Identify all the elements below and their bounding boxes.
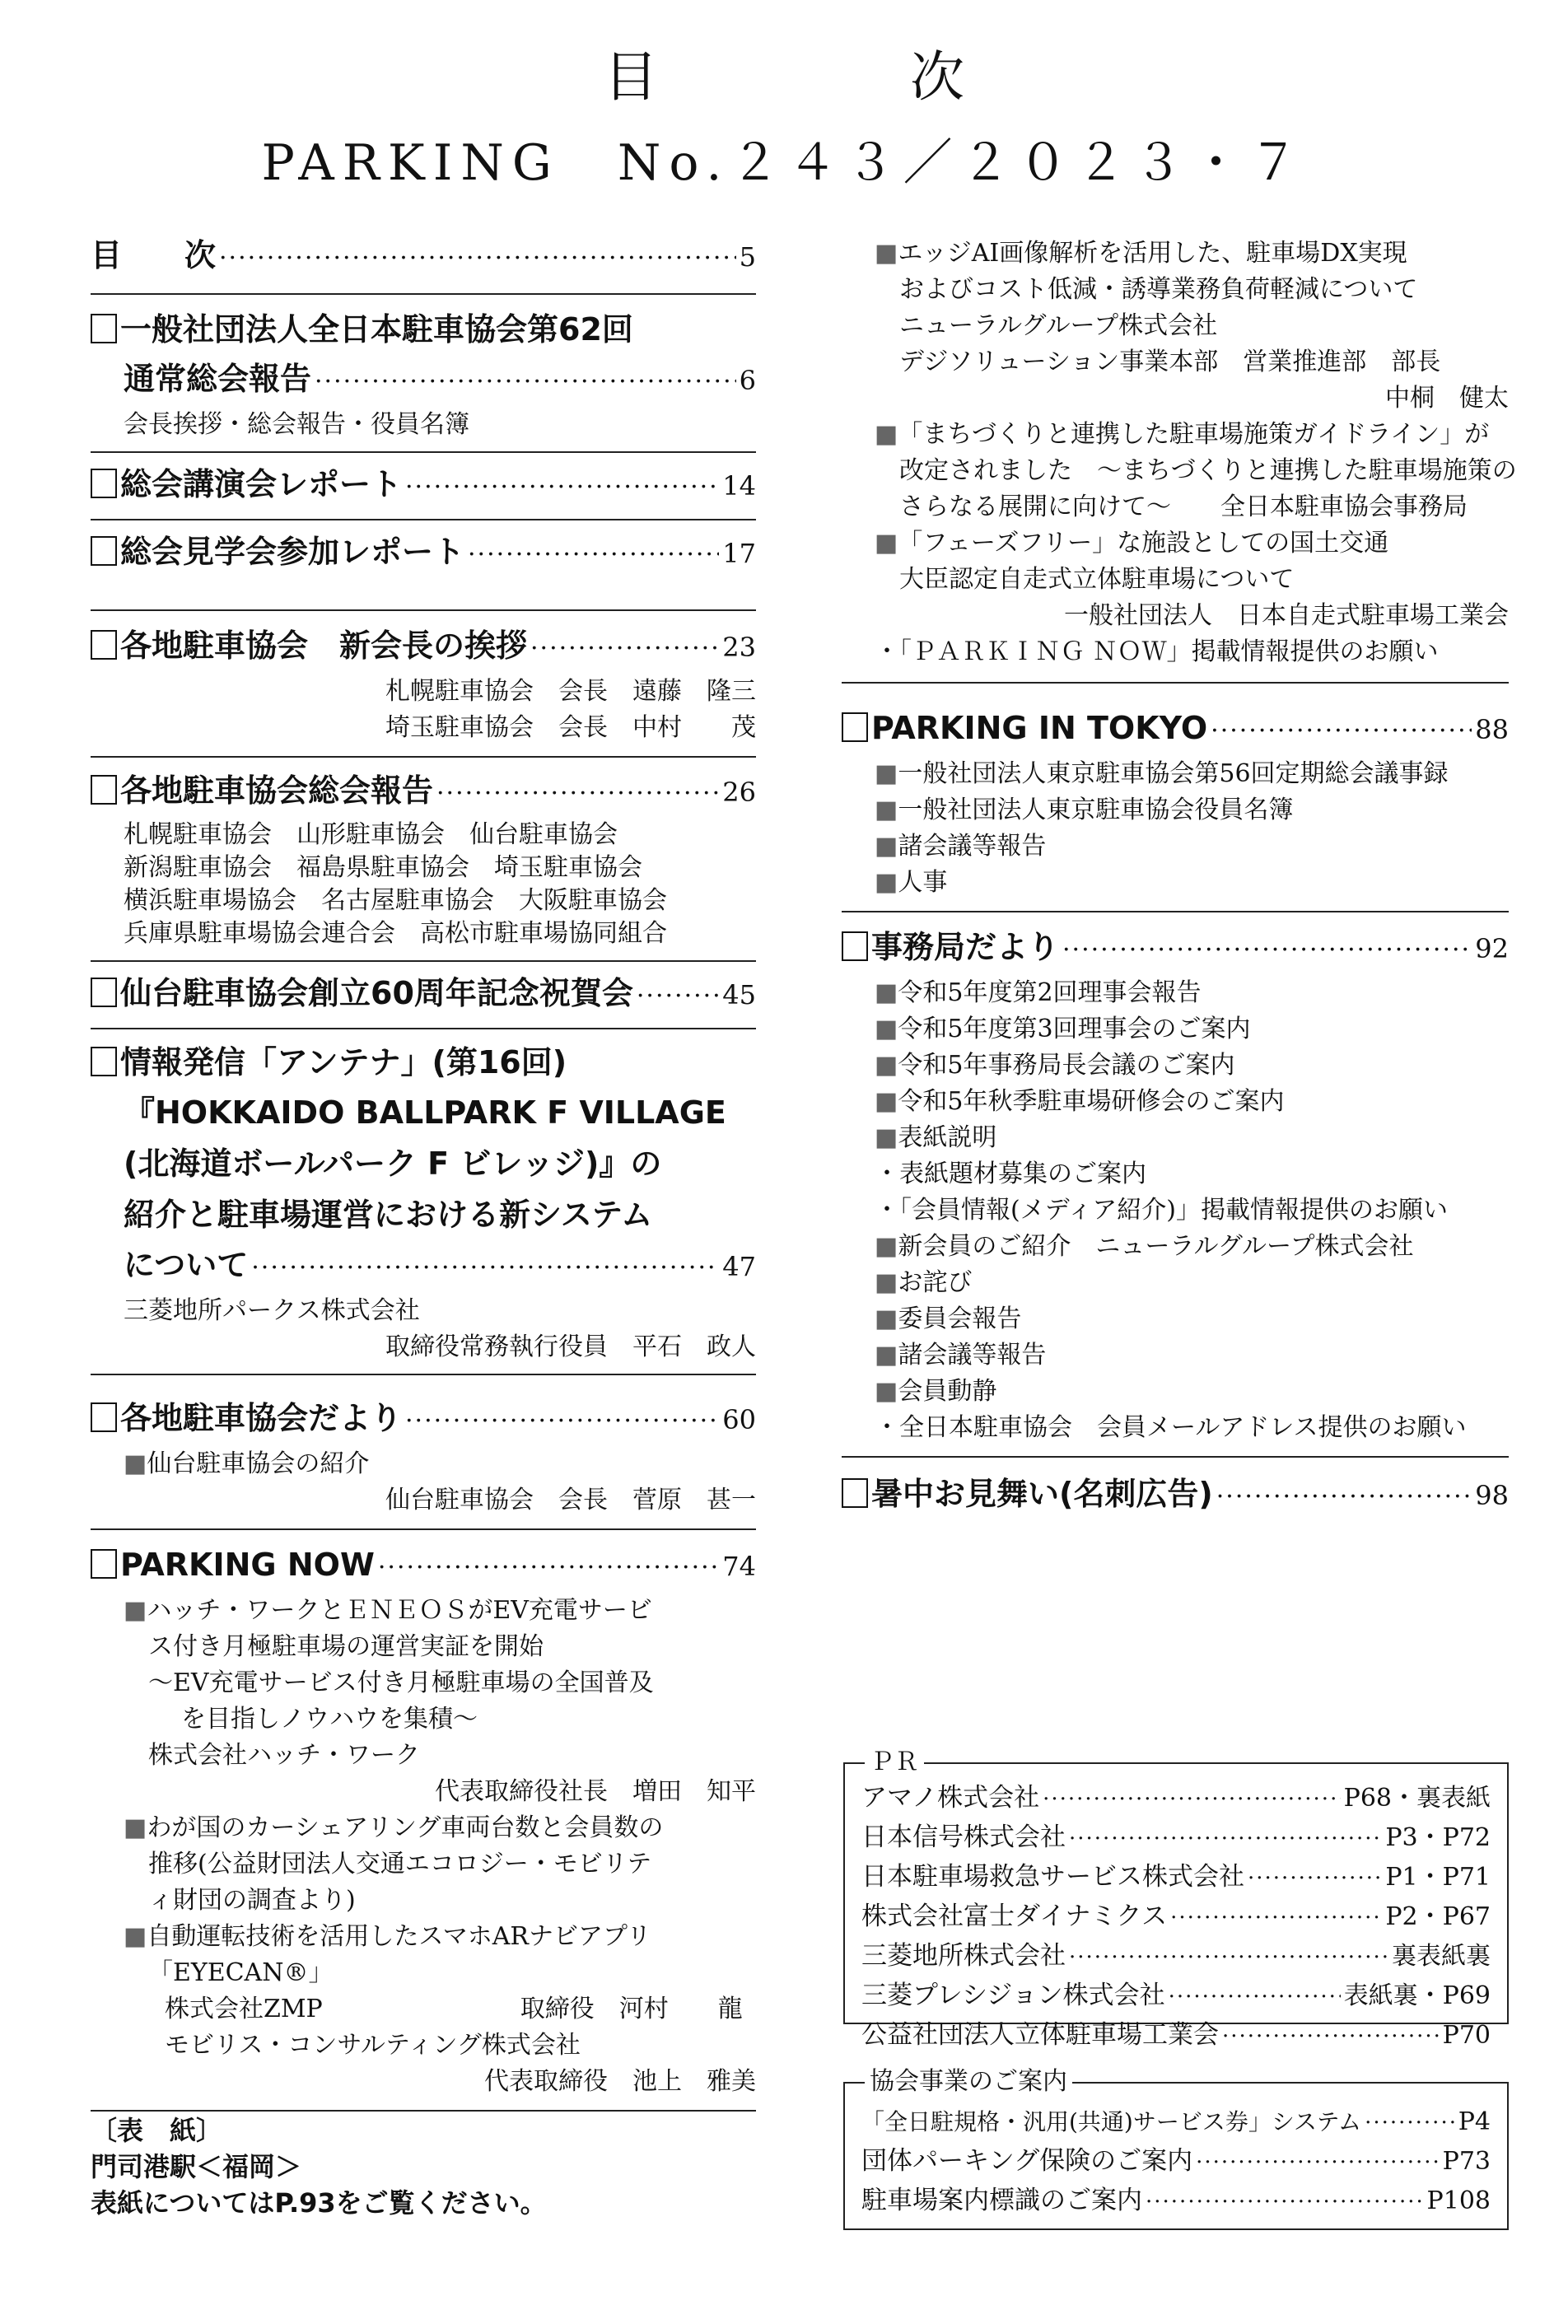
pr-row[interactable]: 日本信号株式会社 ····· P3・P72	[861, 1818, 1491, 1858]
section-general-meeting[interactable]: 一般社団法人全日本駐車協会第62回 通常総会報告 ····· 6 会長挨拶・総会報告・役員名簿	[91, 295, 756, 453]
section-office-news[interactable]: 事務局だより ····· 92 ■ 令和5年度第2回理事会報告 ■ 令和5年度第3回理事会のご案内 ■ 令和5年事務局長会議のご案内 ■ 令和5年秋季駐車場研修会のご案内 ■ 表紙説明 ・表紙題材募集のご案内 ・「会員情報(メディア紹介)」掲載情報提供のお願い ■ 新会員のご紹介 ニューラルグループ株式会社 ■ お詫び ■ 委員会報告 ■ 諸会議等報告 ■ 会員動静 ・全日本駐車協会 会員メールアドレス提供のお願い	[842, 912, 1509, 1458]
assoc-row[interactable]: 団体パーキング保険のご案内 ····· P73	[861, 2142, 1491, 2182]
checkbox-icon	[91, 1047, 117, 1076]
checkbox-icon	[91, 978, 117, 1007]
section-parking-now-cont[interactable]: ■ エッジAI画像解析を活用した、駐車場DX実現 およびコスト低減・誘導業務負荷軽減について ニューラルグループ株式会社 デジソリューション事業本部 営業推進部 部長 中桐 健太 ■ 「まちづくりと連携した駐車場施策ガイドライン」が 改定されました ～まちづくりと連携した駐車場施策の さらなる展開に向けて～ 全日本駐車協会事務局 ■ 「フェーズフリー」な施設としての国土交通 大臣認定自走式立体駐車場について 一般社団法人 日本自走式駐車場工業会 ・「ＰＡＲＫＩＮＧ ＮＯＷ」掲載情報提供のお願い	[842, 236, 1509, 684]
section-new-presidents[interactable]: 各地駐車協会 新会長の挨拶 ····· 23 札幌駐車協会 会長 遠藤 隆三 埼玉駐車協会 会長 中村 茂	[91, 611, 756, 758]
checkbox-icon	[842, 1478, 868, 1508]
section-antenna[interactable]: 情報発信「アンテナ」(第16回) 『HOKKAIDO BALLPARK F VILLAGE (北海道ボールパーク F ビレッジ)』の 紹介と駐車場運営における新システム について ····· 47 三菱地所パークス株式会社 取締役常務執行役員 平石 政人	[91, 1029, 756, 1375]
section-regional-meetings[interactable]: 各地駐車協会総会報告 ····· 26 札幌駐車協会 山形駐車協会 仙台駐車協会 新潟駐車協会 福島県駐車協会 埼玉駐車協会 横浜駐車場協会 名古屋駐車協会 大阪駐車協会 兵庫県駐車場協会連合会 高松市駐車場協同組合	[91, 758, 756, 962]
checkbox-icon	[91, 630, 117, 660]
section-lecture-report[interactable]: 総会講演会レポート ····· 14	[91, 453, 756, 520]
issue-number: PARKING No.２４３／２０２３・７	[261, 134, 1307, 192]
left-column	[91, 231, 756, 2112]
section-sendai-anniversary[interactable]: 仙台駐車協会創立60周年記念祝賀会 ····· 45	[91, 962, 756, 1029]
section-parking-in-tokyo[interactable]: PARKING IN TOKYO ····· 88 ■ 一般社団法人東京駐車協会第56回定期総会議事録 ■ 一般社団法人東京駐車協会役員名簿 ■ 諸会議等報告 ■ 人事	[842, 684, 1509, 912]
toc-entry[interactable]: 目 次 ····· 5	[91, 231, 756, 295]
checkbox-icon	[842, 712, 868, 742]
checkbox-icon	[91, 314, 117, 343]
cover-note: 〔表 紙〕 門司港駅＜福岡＞ 表紙についてはP.93をご覧ください。	[91, 2115, 547, 2219]
pr-row[interactable]: 三菱プレシジョン株式会社 ····· 表紙裏・P69	[861, 1976, 1491, 2016]
pr-row[interactable]: 株式会社富士ダイナミクス ····· P2・P67	[861, 1897, 1491, 1937]
section-summer-greetings[interactable]: 暑中お見舞い(名刺広告) ····· 98	[842, 1458, 1509, 1533]
checkbox-icon	[91, 775, 117, 805]
section-tour-report[interactable]: 総会見学会参加レポート ····· 17	[91, 520, 756, 611]
right-column	[842, 236, 1517, 1533]
checkbox-icon	[91, 1549, 117, 1579]
pr-row[interactable]: アマノ株式会社 ····· P68・裏表紙	[861, 1779, 1491, 1818]
assoc-row[interactable]: 駐車場案内標識のご案内 ····· P108	[861, 2182, 1491, 2221]
page-title: 目 次	[604, 45, 1063, 109]
pr-row[interactable]: 公益社団法人立体駐車場工業会 ····· P70	[861, 2016, 1491, 2056]
association-box: 協会事業のご案内 「全日駐規格・汎用(共通)サービス券」システム ····· P4 団体パーキング保険のご案内 ····· P73 駐車場案内標識のご案内 ····· P108	[843, 2082, 1509, 2230]
checkbox-icon	[842, 931, 868, 961]
section-parking-now[interactable]: PARKING NOW ····· 74 ■ ハッチ・ワークとＥＮＥＯＳがEV充電サービ ス付き月極駐車場の運営実証を開始 ～EV充電サービス付き月極駐車場の全国普及 を目指しノウハウを集積～ 株式会社ハッチ・ワーク 代表取締役社長 増田 知平 ■ わが国のカーシェアリング車両台数と会員数の 推移(公益財団法人交通エコロジー・モビリテ ィ財団の調査より) ■ 自動運転技術を活用したスマホARナビアプリ 「EYECAN®」 株式会社ZMP 取締役 河村 龍 モビリス・コンサルティング株式会社 代表取締役 池上 雅美	[91, 1530, 756, 2112]
pr-row[interactable]: 日本駐車場救急サービス株式会社 ····· P1・P71	[861, 1858, 1491, 1897]
pr-box: ＰＲ アマノ株式会社 ····· P68・裏表紙 日本信号株式会社 ····· P3・P72 日本駐車場救急サービス株式会社 ····· P1・P71 株式会社富士ダイナミクス ····· P2・P67 三菱地所株式会社 ····· 裏表紙裏 三菱プレシジョン株式会社 ····· 表紙裏・P69 公益社団法人立体駐車場工業会 ····· P70	[843, 1762, 1509, 2024]
assoc-row[interactable]: 「全日駐規格・汎用(共通)サービス券」システム ····· P4	[861, 2103, 1491, 2142]
pr-row[interactable]: 三菱地所株式会社 ····· 裏表紙裏	[861, 1937, 1491, 1976]
section-regional-news[interactable]: 各地駐車協会だより ····· 60 ■ 仙台駐車協会の紹介 仙台駐車協会 会長 菅原 甚一	[91, 1375, 756, 1530]
checkbox-icon	[91, 536, 117, 566]
checkbox-icon	[91, 469, 117, 498]
checkbox-icon	[91, 1402, 117, 1432]
